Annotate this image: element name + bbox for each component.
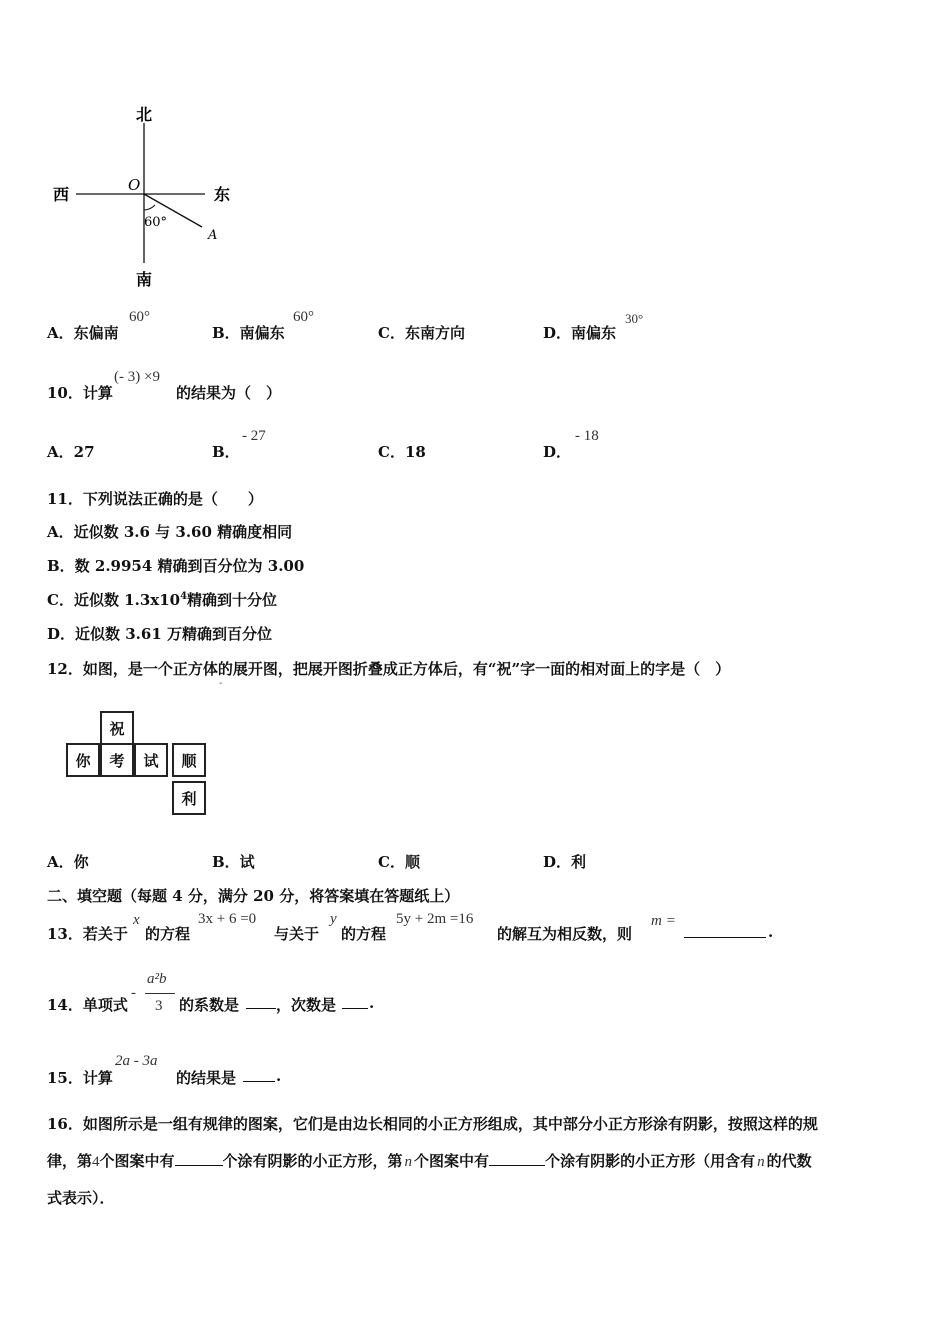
- q16-line-3: 式表示）．: [47, 1189, 115, 1207]
- q9-option-d-math: 30°: [625, 311, 644, 326]
- q10-math: (- 3) ×9: [114, 369, 160, 385]
- q14-fraction: [144, 971, 176, 1019]
- q10-option-d: D．: [543, 443, 572, 461]
- angle-label: 60°: [144, 215, 168, 230]
- q11-option-c-post: 精确到十分位: [187, 591, 278, 609]
- cube-face-shi: 试: [134, 743, 168, 777]
- q16-l2-part-a: 律，第: [47, 1152, 93, 1170]
- q11-option-c-exponent: 4: [180, 591, 188, 602]
- q14-denominator: 3: [155, 998, 163, 1014]
- point-a-label: A: [208, 228, 218, 243]
- q16-var-n-2: n: [757, 1154, 765, 1170]
- south-label: 南: [136, 270, 153, 289]
- cube-face-li: 利: [172, 781, 206, 815]
- q12-stem: 12．如图，是一个正方体的展开图，把展开图折叠成正方体后，有“祝”字一面的相对面上的字是（ ）: [47, 660, 731, 678]
- q11-option-b: B．数 2.9954 精确到百分位为 3.00: [47, 557, 305, 575]
- q13-equation-1: 3x + 6 =0: [198, 911, 257, 927]
- q11-stem: 11．下列说法正确的是（ ）: [47, 490, 263, 508]
- q16-var-n-1: n: [404, 1154, 413, 1170]
- q10-option-c: C．18: [378, 443, 426, 461]
- q12-option-c: C．顺: [378, 853, 420, 871]
- cube-face-zhu: 祝: [100, 711, 134, 745]
- q16-l2-part-d: 个图案中有: [414, 1152, 490, 1170]
- q15-answer-blank[interactable]: [243, 1067, 275, 1082]
- compass-diagram: [40, 95, 250, 295]
- q10-prefix: 10．计算: [47, 384, 113, 402]
- q14-numerator: a²b: [147, 971, 167, 987]
- q14-end: .: [369, 994, 375, 1012]
- q9-option-c-label: C．东南方向: [378, 324, 465, 342]
- q13-part2: 的方程: [145, 925, 191, 943]
- q10-option-d-math: - 18: [575, 428, 599, 444]
- q13-var-x: x: [133, 912, 140, 928]
- q10-option-b-math: - 27: [242, 428, 266, 444]
- q16-number-4: 4: [92, 1154, 100, 1170]
- q14-fraction-bar: [145, 993, 175, 994]
- q10-option-b: B．: [212, 443, 240, 461]
- q14-part3: ，次数是: [276, 996, 337, 1014]
- q12-stray-mark: -: [219, 678, 223, 689]
- q9-option-d-label: D．南偏东: [543, 324, 617, 342]
- q16-blank-2[interactable]: [489, 1151, 545, 1166]
- q13-end: .: [768, 923, 774, 941]
- q14-coefficient-blank[interactable]: [246, 994, 276, 1009]
- q9-option-d: [543, 322, 616, 343]
- q9-option-b: [212, 322, 285, 343]
- west-label: 西: [53, 185, 70, 204]
- q13-part3: 与关于: [274, 925, 320, 943]
- section-2-heading: 二、填空题（每题 4 分，满分 20 分，将答案填在答题纸上）: [47, 887, 460, 905]
- q12-option-b: B．试: [212, 853, 255, 871]
- cube-net: [66, 709, 212, 819]
- q9-option-a-label: A．东偏南: [47, 324, 119, 342]
- q10-option-a: A．27: [47, 443, 95, 461]
- q16-l2-part-e: 个涂有阴影的小正方形（用含有: [545, 1152, 756, 1170]
- q16-l2-part-f: 的代数: [766, 1152, 812, 1170]
- q11-option-c-pre: C．近似数 1.3x10: [47, 591, 181, 609]
- q9-option-a-math: 60°: [129, 309, 150, 325]
- q11-option-c: [47, 589, 277, 610]
- angle-arc: [144, 205, 155, 210]
- q14-part2: 的系数是: [179, 996, 240, 1014]
- q16-line-1: 16．如图所示是一组有规律的图案，它们是由边长相同的小正方形组成，其中部分小正方形涂有阴影，按照这样的规: [47, 1115, 818, 1133]
- q15-part2: 的结果是: [176, 1069, 237, 1087]
- q9-option-b-label: B．南偏东: [212, 324, 285, 342]
- q9-option-b-math: 60°: [293, 309, 314, 325]
- q9-option-a: [47, 322, 119, 343]
- origin-label: O: [128, 176, 141, 194]
- q13-var-y: y: [330, 911, 337, 927]
- q15-part1: 15．计算: [47, 1069, 113, 1087]
- q14-neg-sign: -: [131, 985, 136, 1001]
- q16-l2-part-b: 个图案中有: [99, 1152, 175, 1170]
- cube-face-ni: 你: [66, 743, 100, 777]
- north-label: 北: [136, 105, 153, 124]
- q14-degree-blank[interactable]: [342, 994, 368, 1009]
- q13-equation-2: 5y + 2m =16: [396, 911, 474, 927]
- east-label: 东: [214, 185, 231, 204]
- cube-face-kao: 考: [100, 743, 134, 777]
- q13-var-m: m =: [651, 913, 676, 929]
- q12-option-a: A．你: [47, 853, 89, 871]
- q13-part1: 13．若关于: [47, 925, 128, 943]
- q16-blank-1[interactable]: [175, 1151, 223, 1166]
- q14-part1: 14．单项式: [47, 996, 128, 1014]
- q13-answer-blank[interactable]: [684, 923, 766, 938]
- cube-face-shun: 顺: [172, 743, 206, 777]
- q9-option-c: [378, 322, 465, 343]
- q12-option-d: D．利: [543, 853, 587, 871]
- q16-l2-part-c: 个涂有阴影的小正方形，第: [222, 1152, 403, 1170]
- q11-option-a: A．近似数 3.6 与 3.60 精确度相同: [47, 523, 293, 541]
- q10-suffix: 的结果为（ ）: [176, 384, 282, 402]
- q11-option-d: D．近似数 3.61 万精确到百分位: [47, 625, 272, 643]
- q15-end: .: [276, 1067, 282, 1085]
- q13-part4: 的方程: [341, 925, 387, 943]
- q13-part5: 的解互为相反数，则: [497, 925, 633, 943]
- q16-line-2: [47, 1150, 812, 1171]
- q15-math: 2a - 3a: [115, 1053, 158, 1069]
